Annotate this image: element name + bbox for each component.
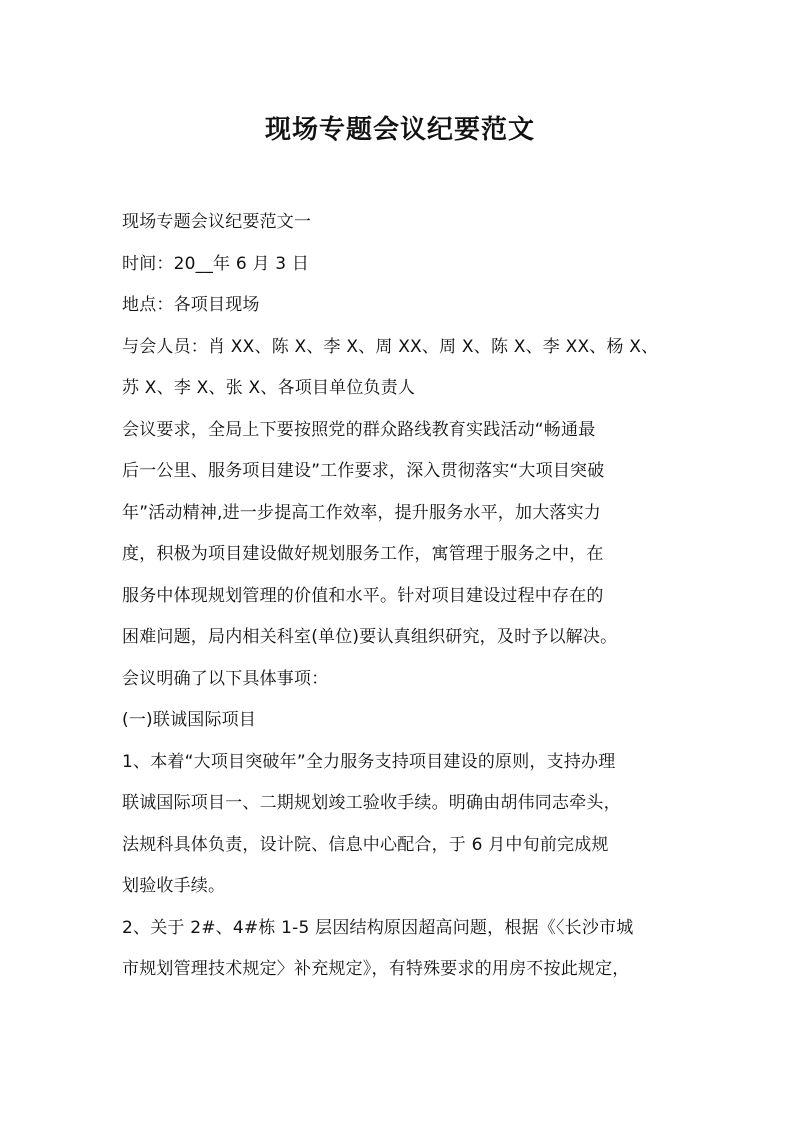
paragraph-line: 困难问题，局内相关科室(单位)要认真组织研究，及时予以解决。 [122, 627, 618, 647]
item-line: 划验收手续。 [122, 876, 226, 896]
paragraph-line: 会议要求，全局上下要按照党的群众路线教育实践活动“畅通最 [122, 419, 596, 440]
subtitle-line: 现场专题会议纪要范文一 [122, 212, 312, 232]
paragraph-line: 服务中体现规划管理的价值和水平。针对项目建设过程中存在的 [122, 585, 604, 606]
paragraph-line: 度，积极为项目建设做好规划服务工作，寓管理于服务之中，在 [122, 544, 604, 564]
document-body [122, 202, 702, 991]
paragraph-line: 年”活动精神,进一步提高工作效率，提升服务水平，加大落实力 [122, 502, 602, 523]
section-heading: (一)联诚国际项目 [122, 710, 257, 730]
paragraph-line: 会议明确了以下具体事项： [122, 668, 329, 689]
item-line: 2、关于 2#、4#栋 1-5 层因结构原因超高问题，根据《〈长沙市城 [122, 917, 634, 938]
attendees-line-cont: 苏 X、李 X、张 X、各项目单位负责人 [122, 378, 416, 398]
meeting-time-line: 时间：20__年 6 月 3 日 [122, 253, 310, 274]
paragraph-line: 后一公里、服务项目建设”工作要求，深入贯彻落实“大项目突破 [122, 461, 605, 481]
item-line: 联诚国际项目一、二期规划竣工验收手续。明确由胡伟同志牵头， [122, 793, 621, 813]
item-line: 市规划管理技术规定〉补充规定》，有特殊要求的用房不按此规定， [122, 959, 630, 979]
attendees-line: 与会人员：肖 XX、陈 X、李 X、周 XX、周 X、陈 X、李 XX、杨 X、 [122, 336, 659, 357]
meeting-location-line: 地点：各项目现场 [122, 295, 260, 315]
item-line: 法规科具体负责，设计院、信息中心配合，于 6 月中旬前完成规 [122, 834, 609, 855]
document-title: 现场专题会议纪要范文 [264, 115, 535, 145]
item-line: 1、本着“大项目突破年”全力服务支持项目建设的原则，支持办理 [122, 751, 616, 772]
